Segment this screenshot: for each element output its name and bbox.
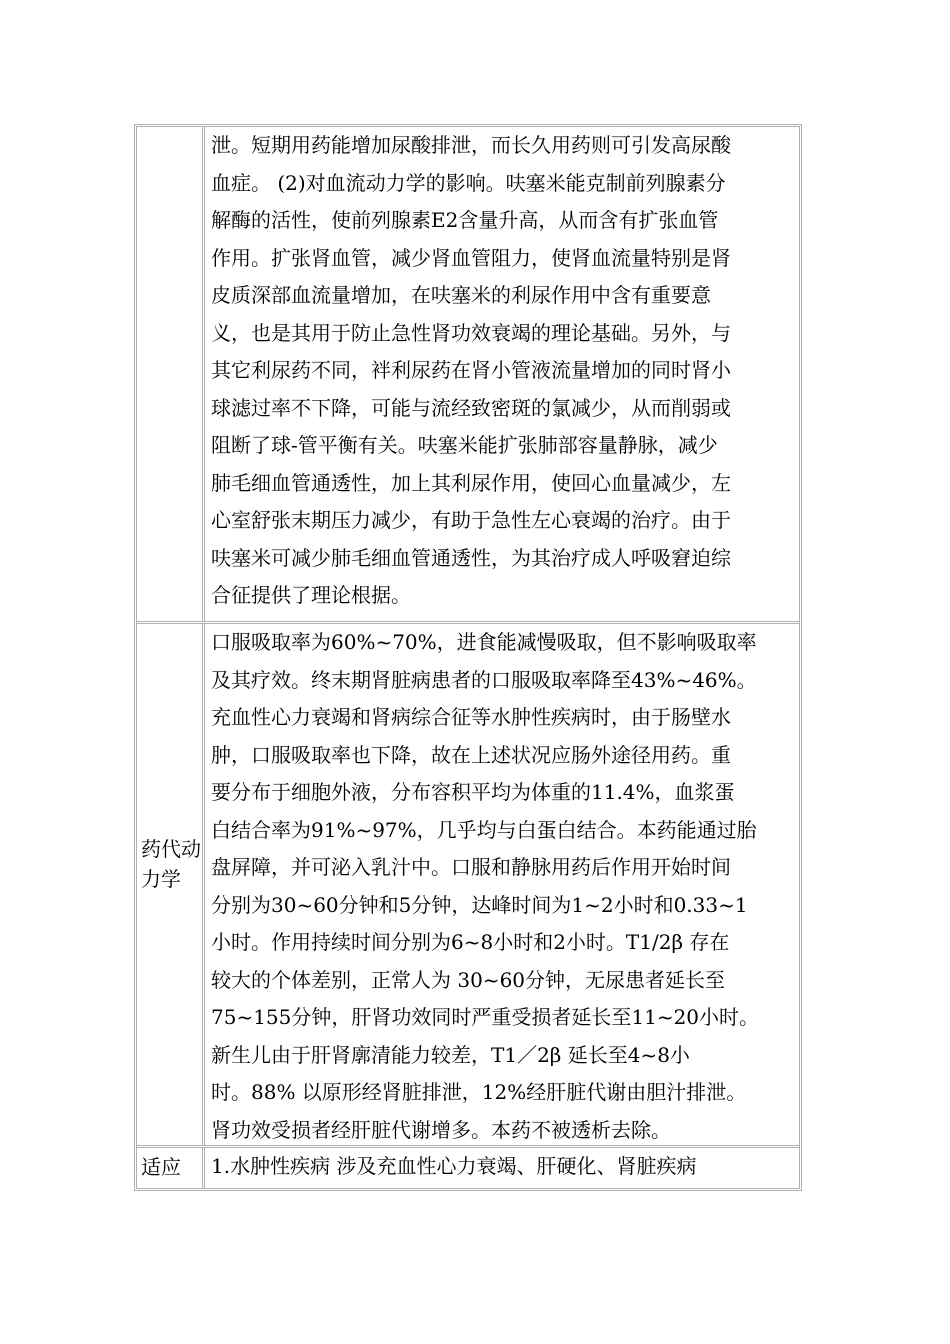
table-row-pharmacology <box>137 127 799 621</box>
row-content-cell <box>208 1148 799 1188</box>
row-label: 药代动力学 <box>141 837 201 891</box>
text-line: 新生儿由于肝肾廓清能力较差，T1／2β 延长至4~8小 <box>211 1042 690 1067</box>
text-line: 时。88% 以原形经肾脏排泄，12%经肝脏代谢由胆汁排泄。 <box>211 1080 747 1104</box>
text-line: 球滤过率不下降，可能与流经致密斑的氯减少，从而削弱或 <box>211 395 731 420</box>
text-line: 义，也是其用于防止急性肾功效衰竭的理论基础。另外，与 <box>211 320 731 345</box>
text-line: 盘屏障，并可泌入乳汁中。口服和静脉用药后作用开始时间 <box>211 855 731 879</box>
text-line: 肺毛细血管通透性，加上其利尿作用，使回心血量减少，左 <box>211 470 731 495</box>
text-line: 75~155分钟，肝肾功效同时严重受损者延长至11~20小时。 <box>211 1005 760 1029</box>
text-line: 作用。扩张肾血管，减少肾血管阻力，使肾血流量特别是肾 <box>211 245 731 270</box>
text-line: 口服吸取率为60%~70%，进食能减慢吸取，但不影响吸取率 <box>211 630 757 654</box>
row-content-cell <box>208 127 799 621</box>
row-label-cell <box>137 624 205 1145</box>
row-content-cell <box>208 624 799 1145</box>
table-row-indications <box>137 1148 799 1188</box>
text-line: 阻断了球-管平衡有关。呋塞米能扩张肺部容量静脉，减少 <box>211 433 718 457</box>
text-line: 较大的个体差别，正常人为 30~60分钟，无尿患者延长至 <box>211 967 726 992</box>
text-line: 血症。 (2)对血流动力学的影响。呋塞米能克制前列腺素分 <box>211 170 726 195</box>
text-line: 及其疗效。终末期肾脏病患者的口服吸取率降至43%~46%。 <box>211 667 757 692</box>
text-line: 心室舒张末期压力减少，有助于急性左心衰竭的治疗。由于 <box>211 508 731 532</box>
row-label-cell <box>137 1148 205 1188</box>
text-line: 肾功效受损者经肝脏代谢增多。本药不被透析去除。 <box>211 1117 671 1142</box>
text-line: 肿，口服吸取率也下降，故在上述状况应肠外途径用药。重 <box>211 742 731 767</box>
text-line: 呋塞米可减少肺毛细血管通透性，为其治疗成人呼吸窘迫综 <box>211 545 731 570</box>
text-line: 泄。短期用药能增加尿酸排泄，而长久用药则可引发高尿酸 <box>211 133 731 157</box>
table-row-pharmacokinetics <box>137 624 799 1145</box>
text-line: 要分布于细胞外液，分布容积平均为体重的11.4%，血浆蛋 <box>211 780 735 804</box>
row-label: 适应 <box>141 1155 181 1179</box>
text-line: 合征提供了理论根据。 <box>211 583 411 607</box>
text-line: 小时。作用持续时间分别为6~8小时和2小时。T1/2β 存在 <box>211 930 730 954</box>
text-line: 其它利尿药不同，袢利尿药在肾小管液流量增加的同时肾小 <box>211 358 731 382</box>
text-line: 分别为30~60分钟和5分钟，达峰时间为1~2小时和0.33~1 <box>211 892 748 917</box>
text-line: 解酶的活性，使前列腺素E2含量升高，从而含有扩张血管 <box>211 208 719 232</box>
text-line: 皮质深部血流量增加，在呋塞米的利尿作用中含有重要意 <box>211 283 711 307</box>
text-line: 充血性心力衰竭和肾病综合征等水肿性疾病时，由于肠壁水 <box>211 705 731 729</box>
row-label-cell <box>137 127 205 621</box>
drug-info-table <box>134 124 802 1191</box>
text-line: 白结合率为91%~97%，几乎均与白蛋白结合。本药能通过胎 <box>211 817 757 842</box>
text-line: 1.水肿性疾病 涉及充血性心力衰竭、肝硬化、肾脏疾病 <box>211 1154 697 1178</box>
